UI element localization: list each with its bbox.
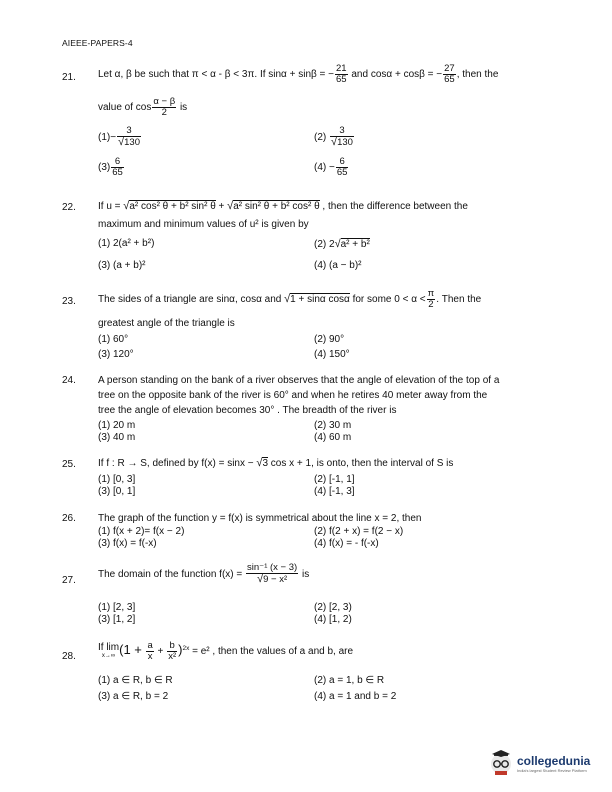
paren-open: (1 + — [119, 642, 146, 658]
question-stem-line-2: greatest angle of the triangle is — [98, 318, 235, 329]
question-number: 22. — [62, 202, 76, 213]
sqrt-icon: √ — [227, 200, 234, 212]
question-number: 28. — [62, 651, 76, 662]
question-stem — [98, 200, 468, 212]
question-stem: A person standing on the bank of a river observes that the angle of elevation of the top of a — [98, 375, 500, 386]
option-2[interactable]: (2) f(2 + x) = f(2 − x) — [314, 526, 404, 537]
denominator: 2 — [161, 106, 167, 118]
stem-text: and cosα + cosβ = − — [348, 69, 443, 81]
fraction — [246, 563, 298, 586]
fraction — [335, 64, 348, 85]
radicand: 1 + sinα cosα — [290, 294, 350, 306]
question-stem — [98, 289, 481, 310]
denominator: 2 — [428, 298, 434, 310]
fraction — [427, 289, 436, 310]
question-number: 23. — [62, 296, 76, 307]
denominator — [330, 137, 354, 149]
question-stem-line-2: maximum and minimum values of u² is given by — [98, 219, 309, 230]
denominator: 65 — [444, 73, 455, 85]
option-4[interactable]: (4) [-1, 3] — [314, 486, 355, 497]
denominator: x² — [168, 650, 177, 662]
radicand: 130 — [124, 136, 140, 148]
denominator: 65 — [336, 73, 347, 85]
radicand: 3 — [262, 458, 269, 469]
sqrt-icon: √ — [123, 200, 130, 212]
mascot-icon — [488, 750, 514, 776]
denominator: x — [147, 650, 153, 662]
option-3[interactable]: (3) f(x) = f(-x) — [98, 538, 157, 549]
option-4[interactable]: (4) a = 1 and b = 2 — [314, 691, 397, 702]
fraction — [336, 157, 349, 178]
numerator: π — [427, 288, 435, 299]
numerator: b — [167, 641, 177, 652]
radicand: a² + b² — [340, 239, 370, 250]
denominator: 65 — [336, 166, 348, 178]
question-stem-line-2 — [98, 97, 187, 118]
stem-text: for some 0 < α < — [349, 294, 426, 306]
sqrt-icon: √ — [334, 238, 341, 250]
option-3[interactable]: (3) [1, 2] — [98, 614, 136, 625]
option-2[interactable]: (2) a = 1, b ∈ R — [314, 675, 385, 686]
brand-name: collegedunia — [517, 753, 591, 768]
option-4[interactable]: (4) 150° — [314, 349, 350, 360]
stem-text: Let α, β be such that π < α - β < 3π. If sinα + sinβ = − — [98, 69, 335, 81]
stem-text: is — [299, 568, 310, 580]
option-3[interactable]: (3) (a + b)² — [98, 260, 146, 271]
numerator: 6 — [336, 157, 349, 168]
option-4[interactable]: (4) 60 m — [314, 432, 352, 443]
radicand: 9 − x² — [263, 573, 288, 585]
question-number: 26. — [62, 513, 76, 524]
option-1[interactable]: (1) 60° — [98, 334, 129, 345]
stem-text: is — [177, 102, 188, 114]
numerator: sin⁻¹ (x − 3) — [247, 562, 298, 573]
option-label: (4) — [314, 162, 327, 174]
option-4[interactable]: (4) f(x) = - f(-x) — [314, 538, 379, 549]
denominator: 65 — [112, 166, 123, 178]
stem-text: The sides of a triangle are sinα, cosα and — [98, 294, 285, 306]
question-stem — [98, 563, 309, 586]
exponent: 2x — [182, 645, 190, 653]
question-stem — [98, 457, 453, 469]
stem-text: . Then the — [436, 294, 482, 306]
question-stem: The graph of the function y = f(x) is symmetrical about the line x = 2, then — [98, 513, 422, 524]
sqrt-icon: √ — [118, 135, 125, 148]
option-label: (3) — [98, 162, 111, 174]
radicand: a² cos² θ + b² sin² θ — [129, 201, 216, 212]
option-3[interactable]: (3) [0, 1] — [98, 486, 136, 497]
option-2[interactable]: (2) [-1, 1] — [314, 474, 355, 485]
option-4[interactable] — [314, 157, 349, 178]
option-1[interactable] — [98, 126, 142, 149]
limit — [98, 643, 119, 659]
fraction — [117, 126, 141, 149]
numerator: 3 — [117, 126, 141, 137]
numerator: α − β — [153, 96, 176, 107]
option-1[interactable]: (1) [2, 3] — [98, 602, 136, 613]
sqrt-icon: √ — [331, 135, 338, 148]
stem-text: = e² , then the values of a and b, are — [189, 646, 354, 658]
limit-label: If lim — [98, 642, 120, 654]
stem-text: The domain of the function f(x) = — [98, 568, 246, 580]
page-header: AIEEE-PAPERS-4 — [62, 38, 133, 48]
brand-tagline: India's largest Student Review Platform — [517, 767, 587, 773]
option-2[interactable] — [314, 238, 370, 250]
sign: − — [329, 162, 335, 174]
fraction — [167, 641, 177, 662]
option-1[interactable]: (1) 2(a² + b²) — [98, 238, 155, 249]
option-1[interactable]: (1) a ∈ R, b ∈ R — [98, 675, 173, 686]
denominator — [117, 137, 141, 149]
option-2[interactable]: (2) 30 m — [314, 420, 352, 431]
option-3[interactable] — [98, 157, 125, 178]
option-4[interactable]: (4) (a − b)² — [314, 260, 362, 271]
option-1[interactable]: (1) [0, 3] — [98, 474, 136, 485]
question-number: 27. — [62, 575, 76, 586]
sqrt-icon: √ — [256, 457, 263, 469]
question-number: 21. — [62, 72, 76, 83]
option-1[interactable]: (1) f(x + 2)= f(x − 2) — [98, 526, 185, 537]
fraction — [443, 64, 456, 85]
numerator: 21 — [336, 63, 347, 74]
numerator: 3 — [330, 126, 354, 137]
option-1[interactable]: (1) 20 m — [98, 420, 136, 431]
sqrt-icon: √ — [257, 572, 264, 585]
question-stem-line-3: tree the angle of elevation becomes 30° . The breadth of the river is — [98, 405, 397, 416]
option-3[interactable]: (3) 40 m — [98, 432, 136, 443]
fraction — [111, 157, 124, 178]
option-text: (2) 2 — [314, 239, 335, 250]
option-2[interactable]: (2) [2, 3) — [314, 602, 352, 613]
option-label: (1) — [98, 131, 111, 143]
stem-text: , then the difference between the — [319, 201, 468, 212]
radicand: 130 — [337, 136, 353, 148]
paren-close: ) — [178, 642, 183, 658]
stem-text: If u = — [98, 201, 124, 212]
option-4[interactable]: (4) [1, 2) — [314, 614, 352, 625]
question-stem — [98, 64, 498, 85]
option-2[interactable] — [314, 126, 355, 149]
fraction — [152, 97, 176, 118]
limit-subscript: x→∞ — [101, 653, 116, 660]
stem-text: + — [154, 646, 167, 658]
denominator — [246, 574, 298, 586]
fraction — [146, 641, 153, 662]
sqrt-icon: √ — [284, 293, 291, 306]
option-3[interactable]: (3) 120° — [98, 349, 134, 360]
numerator: a — [147, 640, 153, 651]
option-label: (2) — [314, 131, 327, 143]
stem-text: If f : R → S, defined by f(x) = sinx − — [98, 458, 257, 469]
question-number: 25. — [62, 459, 76, 470]
numerator: 6 — [111, 157, 124, 168]
option-2[interactable]: (2) 90° — [314, 334, 345, 345]
sign: − — [110, 131, 117, 143]
numerator: 27 — [444, 63, 455, 74]
brand-logo — [488, 750, 590, 776]
stem-text: , then the — [456, 69, 499, 81]
option-3[interactable]: (3) a ∈ R, b = 2 — [98, 691, 169, 702]
fraction — [330, 126, 354, 149]
question-number: 24. — [62, 375, 76, 386]
stem-text: + — [215, 201, 228, 212]
question-stem — [98, 641, 353, 662]
question-stem-line-2: tree on the opposite bank of the river is 60° and when he retires 40 meter away from the — [98, 390, 488, 401]
brand-text — [517, 754, 590, 773]
stem-text: cos x + 1, is onto, then the interval of S is — [268, 458, 454, 469]
stem-text: value of cos — [98, 102, 152, 114]
radicand: a² sin² θ + b² cos² θ — [233, 201, 320, 212]
